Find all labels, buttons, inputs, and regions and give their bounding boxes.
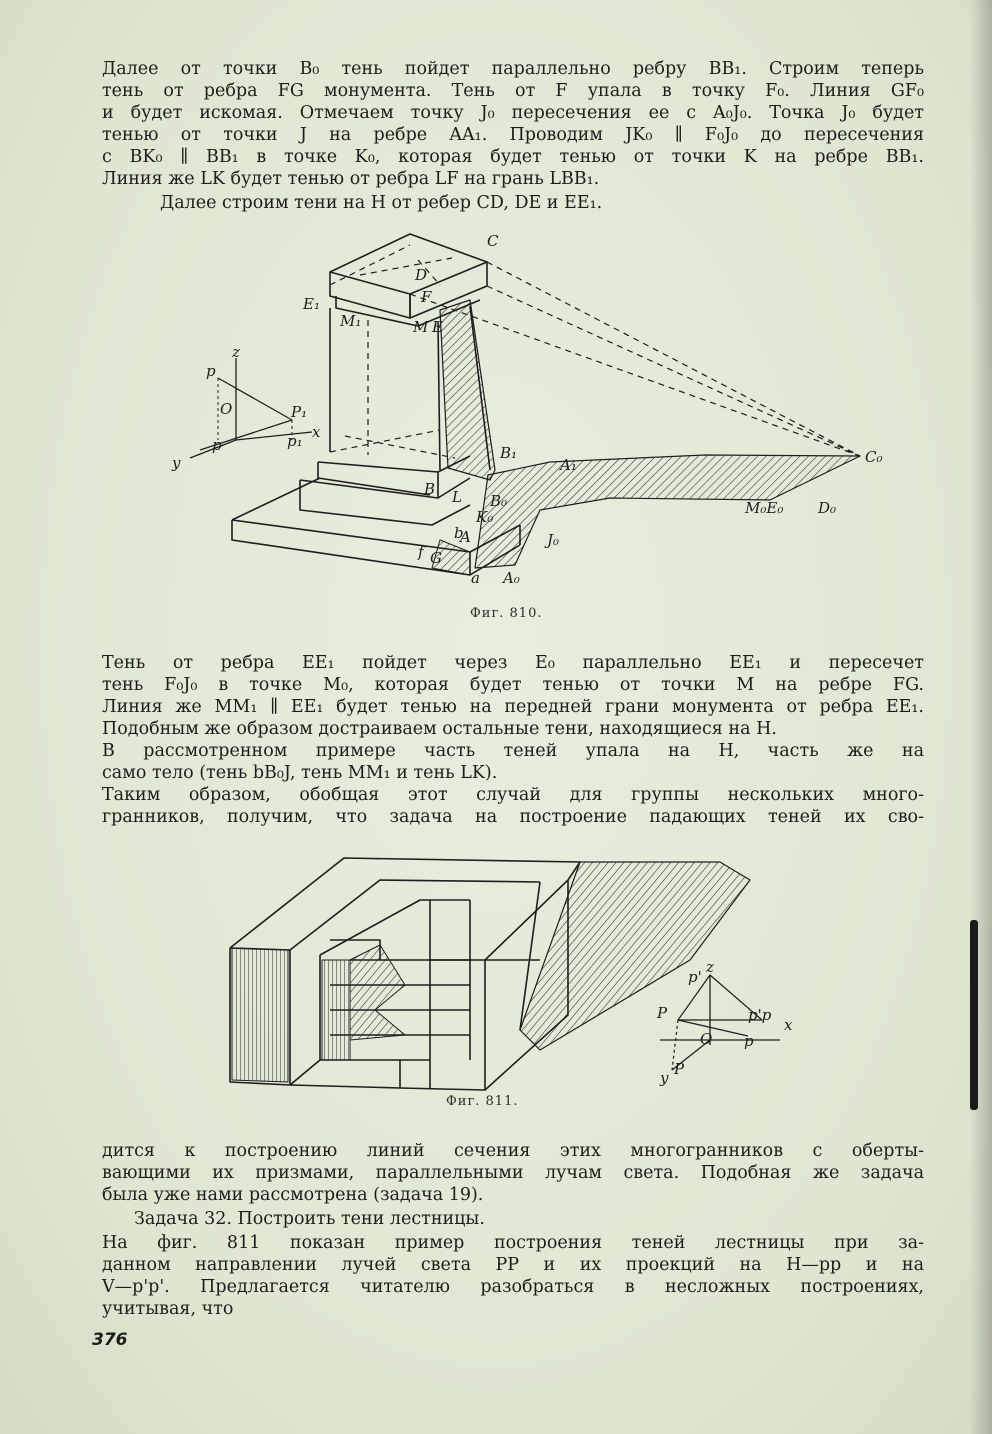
page-number: 376 [92, 1330, 128, 1350]
label-A0: A₀ [503, 569, 520, 587]
label-A1: A₁ [560, 456, 577, 474]
label-y: y [172, 454, 181, 472]
text-line: V—p'p'. Предлагается читателю разобраться в несложных построениях, [102, 1277, 924, 1297]
text-line: с BK₀ ∥ BB₁ в точке K₀, которая будет тенью от точки K на ребре BB₁. [102, 147, 924, 167]
paragraph-reduction [102, 1140, 924, 1206]
task-heading [134, 1208, 834, 1230]
label-F: F [421, 288, 432, 306]
page-edge-shadow [970, 0, 992, 1434]
label-x: x [312, 423, 321, 441]
binding-mark [970, 920, 978, 1110]
label-P-low: P [674, 1060, 685, 1078]
figure-811-caption: Фиг. 811. [446, 1094, 519, 1109]
label-D: D [415, 266, 428, 284]
label-A: A [460, 528, 471, 546]
text-line: тень F₀J₀ в точке M₀, которая будет тенью от точки M на ребре FG. [102, 675, 924, 695]
text-line: была уже нами рассмотрена (задача 19). [102, 1185, 484, 1205]
label-p-top: p [206, 362, 216, 380]
text-line: само тело (тень bB₀J, тень MM₁ и тень LK). [102, 763, 498, 783]
text-line: Далее от точки B₀ тень пойдет параллельно ребру BB₁. Строим теперь [102, 59, 924, 79]
text-line: Тень от ребра EE₁ пойдет через E₀ параллельно EE₁ и пересечет [102, 653, 924, 673]
text-line: тенью от точки J на ребре AA₁. Проводим JK₀ ∥ F₀J₀ до пересечения [102, 125, 924, 145]
label-p1: p₁ [287, 432, 303, 450]
label-M: M [413, 318, 429, 336]
label-O: O [700, 1030, 713, 1048]
text-line: данном направлении лучей света PP и их проекций на H—pp и на [102, 1255, 924, 1275]
text-line: вающими их призмами, параллельными лучам света. Подобная же задача [102, 1163, 924, 1183]
label-G: G [430, 549, 442, 567]
label-M0E0: M₀E₀ [745, 499, 784, 517]
label-P: P [657, 1004, 668, 1022]
text-line: Далее строим тени на H от ребер CD, DE и EE₁. [160, 193, 603, 213]
label-p: p [212, 436, 222, 454]
figure-810-caption: Фиг. 810. [470, 606, 543, 621]
label-B0: B₀ [490, 492, 508, 510]
label-P1: P₁ [291, 403, 308, 421]
label-E: E [432, 318, 443, 336]
label-J0: J₀ [547, 531, 560, 549]
text-line: и будет искомая. Отмечаем точку J₀ пересечения ее с A₀J₀. Точка J₀ будет [102, 103, 924, 123]
text-line: Задача 32. Построить тени лестницы. [134, 1209, 485, 1229]
label-K0: K₀ [476, 508, 494, 526]
text-line: тень от ребра FG монумента. Тень от F упала в точку F₀. Линия GF₀ [102, 81, 924, 101]
label-L: L [452, 488, 462, 506]
label-z: z [232, 343, 240, 361]
text-line: Линия же MM₁ ∥ EE₁ будет тенью на передней грани монумента от ребра EE₁. [102, 697, 924, 717]
label-b: b [454, 524, 464, 542]
text-line: Подобным же образом достраиваем остальные тени, находящиеся на H. [102, 719, 777, 739]
label-a: a [471, 569, 480, 587]
label-p-prime: p' [688, 968, 702, 986]
text-line: В рассмотренном примере часть теней упала на H, часть же на [102, 741, 924, 761]
paragraph-stair-example [102, 1232, 924, 1320]
label-D0: D₀ [818, 499, 837, 517]
label-y: y [660, 1069, 669, 1087]
label-z: z [706, 958, 714, 976]
label-x: x [784, 1016, 793, 1034]
text-line: Таким образом, обобщая этот случай для группы нескольких много- [102, 785, 924, 805]
text-line: учитывая, что [102, 1299, 234, 1319]
label-O: O [220, 400, 233, 418]
label-p-prime-p: p'p [748, 1006, 772, 1024]
label-E1: E₁ [303, 295, 320, 313]
text-line: дится к построению линий сечения этих многогранников с оберты- [102, 1141, 924, 1161]
label-C0: C₀ [865, 448, 883, 466]
text-line: Линия же LK будет тенью от ребра LF на грань LBB₁. [102, 169, 600, 189]
label-M1: M₁ [340, 312, 362, 330]
text-line: гранников, получим, что задача на построение падающих теней их сво- [102, 807, 924, 827]
label-f: f [418, 543, 424, 561]
label-B1: B₁ [500, 444, 518, 462]
text-line: На фиг. 811 показан пример построения теней лестницы при за- [102, 1233, 924, 1253]
label-B: B [424, 480, 436, 498]
label-p: p [744, 1032, 754, 1050]
label-C: C [487, 232, 499, 250]
